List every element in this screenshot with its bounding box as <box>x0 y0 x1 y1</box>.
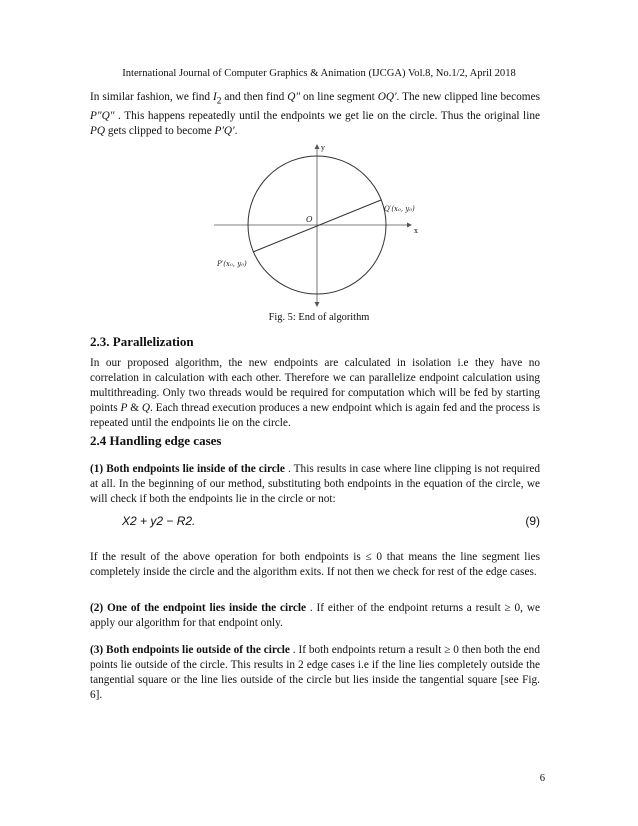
case-3-paragraph <box>90 643 540 703</box>
math-i: I <box>212 91 217 103</box>
case-2-paragraph <box>90 601 540 631</box>
paragraph-text: & <box>127 402 142 414</box>
math-pq: PQ <box>90 125 106 138</box>
running-header: International Journal of Computer Graphics & Animation (IJCGA) Vol.8, No.1/2, April 2018 <box>122 68 516 79</box>
section-heading-2-4: 2.4 Handling edge cases <box>90 433 222 448</box>
intro-paragraph <box>90 90 540 139</box>
intro-text: . The new clipped line becomes <box>396 91 540 103</box>
paragraph-text: . If both endpoints return a result ≥ 0 then both the end points lie outside of the circle. This results in 2 edge cases i.e if the line lies completely outside the tangential square or the line lies outside of the circle but lies inside the tangential square [see Fig. 6]. <box>90 644 540 701</box>
figure-5-diagram <box>200 140 440 310</box>
paragraph-text: In our proposed algorithm, the new endpoints are calculated in isolation i.e they have no correlation in calculation with each other. Therefore we can parallelize endpoint calculation using multithreading. Only two threads would be required for computation which will be fed by starting points <box>90 357 540 414</box>
paragraph-text: . Each thread execution produces a new endpoint which is again fed and the process is repeated until the endpoints lie on the circle. <box>90 402 540 429</box>
case-2-title: (2) One of the endpoint lies inside the circle <box>90 602 307 614</box>
paragraph-text: . If either of the endpoint returns a result ≥ 0, we apply our algorithm for that endpoint only. <box>90 602 540 629</box>
intro-text: gets clipped to become <box>105 125 215 138</box>
y-axis-arrow-up <box>315 144 320 149</box>
figure-caption: Fig. 5: End of algorithm <box>268 312 370 323</box>
page-number: 6 <box>539 773 545 784</box>
x-axis-label: x <box>414 227 418 235</box>
equation-expression: X2 + y2 − R2. <box>122 514 196 528</box>
math-q: Q <box>141 402 151 414</box>
case-1-title: (1) Both endpoints lie inside of the circle <box>90 463 285 475</box>
math-pq-prime: P′Q′ <box>214 125 235 138</box>
equation-number: (9) <box>525 514 540 528</box>
p-prime-label: P′(x₀, y₀) <box>217 260 247 268</box>
after-equation-paragraph: If the result of the above operation for both endpoints is ≤ 0 that means the line segment lies completely inside the circle and the algorithm exits. If not then we check for rest of the edge cases. <box>90 551 540 578</box>
intro-text: on line segment <box>300 91 378 103</box>
parallelization-paragraph <box>90 356 540 431</box>
section-heading-2-3: 2.3. Parallelization <box>90 334 194 349</box>
intro-text: . This happens repeatedly until the endpoints we get lie on the circle. Thus the original line <box>114 110 540 123</box>
origin-label: O <box>306 215 313 224</box>
intro-text: In similar fashion, we find <box>90 91 213 103</box>
math-subscript: 2 <box>216 96 222 107</box>
q-prime-label: Q′(x₀, y₀) <box>384 205 415 213</box>
case-1-paragraph <box>90 462 540 507</box>
intro-text: and then find <box>221 91 288 103</box>
equation-9 <box>90 514 540 534</box>
paragraph-text: . This results in case where line clipping is not required at all. In the beginning of our method, substituting both endpoints in the equation of the circle, we will check if both the endpoints lie in the circle or not: <box>90 463 540 505</box>
math-p: P <box>120 402 128 414</box>
intro-text: . <box>234 125 238 138</box>
y-axis-label: y <box>321 144 325 152</box>
math-pq-double-prime: P″Q″ <box>90 110 115 123</box>
y-axis-arrow-down <box>315 302 320 307</box>
math-q-double-prime: Q″ <box>287 91 301 103</box>
x-axis-arrow-right <box>407 223 412 228</box>
math-oq-prime: OQ′ <box>377 91 397 103</box>
case-3-title: (3) Both endpoints lie outside of the circle <box>90 644 290 656</box>
